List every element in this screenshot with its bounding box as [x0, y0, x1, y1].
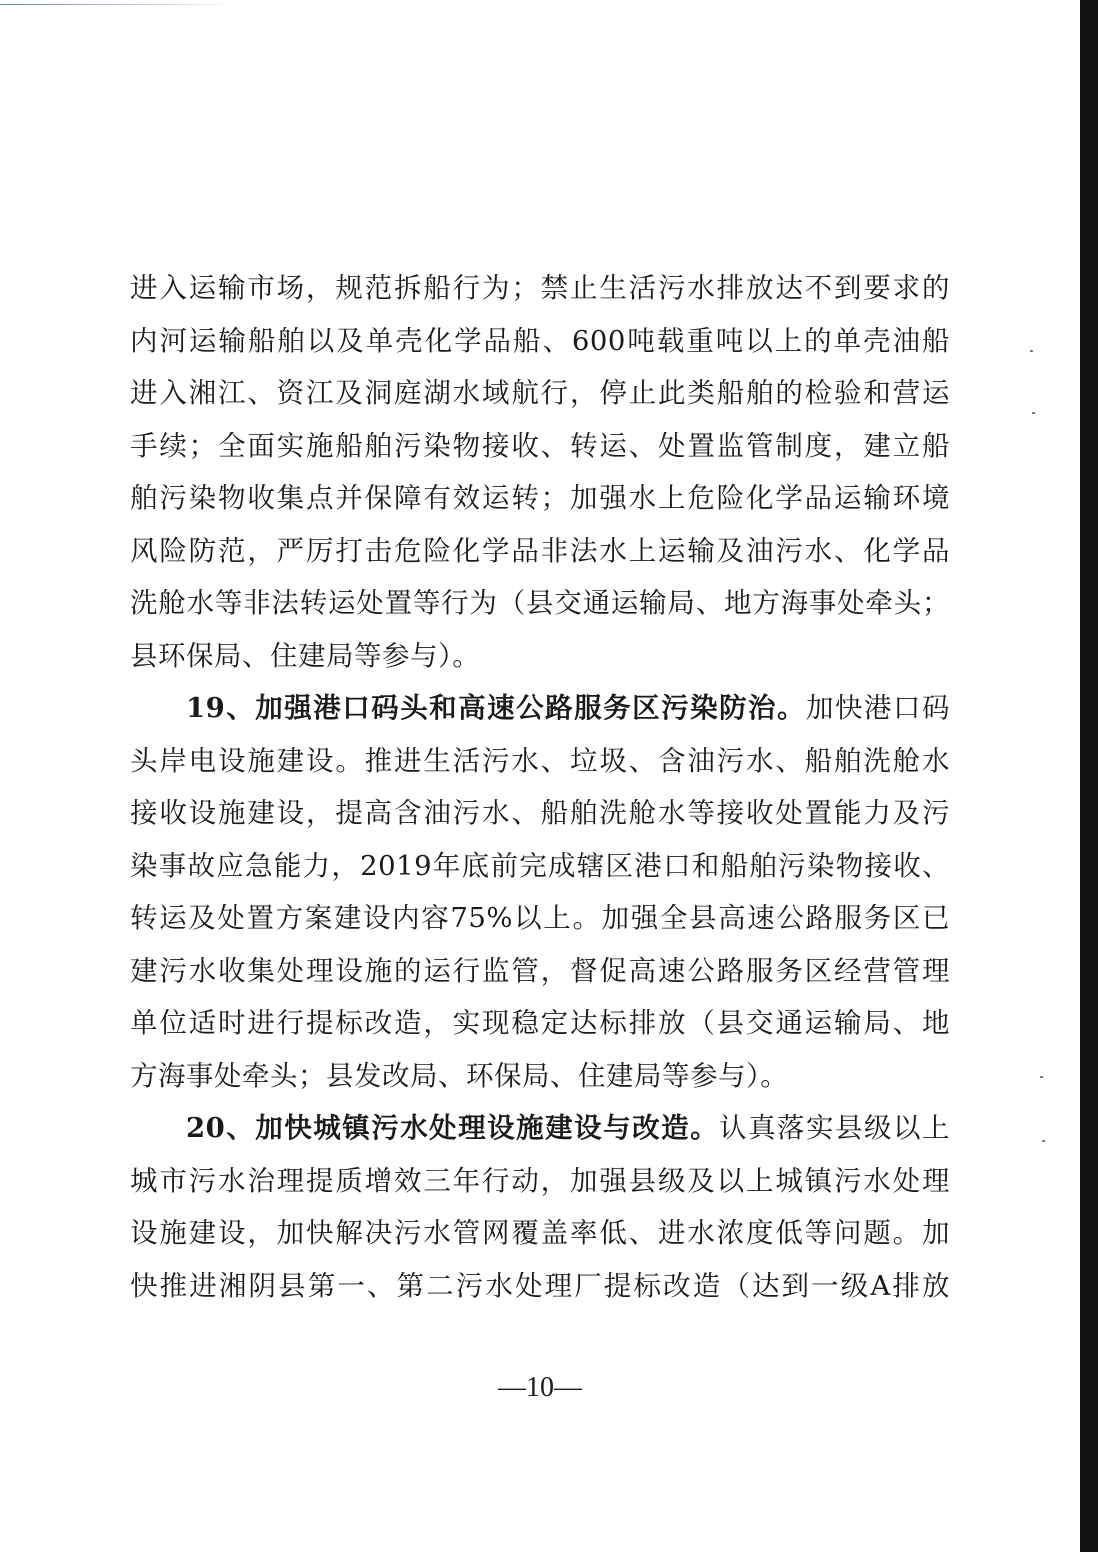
scan-speck [1042, 1140, 1045, 1142]
scan-speck [1032, 412, 1035, 414]
text-line: 建污水收集处理设施的运行监管，督促高速公路服务区经营管理 [130, 954, 950, 987]
paragraph-20-lead: 认真落实县级以上 [719, 1112, 950, 1144]
text-line: 进入湘江、资江及洞庭湖水域航行，停止此类船舶的检验和营运 [130, 377, 950, 409]
text-line: 洗舱水等非法转运处置等行为（县交通运输局、地方海事处牵头； [130, 587, 950, 619]
paragraph-19-first-line [130, 682, 950, 735]
text-line: 设施建设，加快解决污水管网覆盖率低、进水浓度低等问题。加 [130, 1217, 950, 1249]
text-line: 转运及处置方案建设内容75%以上。加强全县高速公路服务区已 [130, 902, 950, 934]
text-line: 舶污染物收集点并保障有效运转；加强水上危险化学品运输环境 [130, 482, 950, 514]
text-line: 单位适时进行提标改造，实现稳定达标排放（县交通运输局、地 [130, 1007, 950, 1039]
scan-speck [1030, 350, 1033, 352]
text-line: 快推进湘阴县第一、第二污水处理厂提标改造（达到一级A排放 [130, 1269, 950, 1302]
text-line: 头岸电设施建设。推进生活污水、垃圾、含油污水、船舶洗舱水 [130, 744, 950, 777]
scan-artifact-right-edge [1080, 0, 1098, 1552]
text-line: 县环保局、住建局等参与）。 [130, 639, 481, 672]
text-line: 手续；全面实施船舶污染物接收、转运、处置监管制度，建立船 [130, 429, 950, 462]
paragraph-19-heading: 19、加强港口码头和高速公路服务区污染防治。 [186, 692, 807, 724]
paragraph-19-lead: 加快港口码 [806, 692, 950, 724]
document-body [130, 262, 950, 1312]
text-line: 内河运输船舶以及单壳化学品船、600吨载重吨以上的单壳油船 [130, 324, 950, 357]
text-line: 染事故应急能力，2019年底前完成辖区港口和船舶污染物接收、 [130, 849, 950, 882]
paragraph-20-first-line [130, 1102, 950, 1155]
scan-speck [1040, 1076, 1043, 1078]
text-line: 城市污水治理提质增效三年行动，加强县级及以上城镇污水处理 [130, 1164, 950, 1197]
paragraph-20-heading: 20、加快城镇污水处理设施建设与改造。 [186, 1112, 720, 1144]
text-line: 进入运输市场，规范拆船行为；禁止生活污水排放达不到要求的 [130, 272, 950, 304]
text-line: 风险防范，严厉打击危险化学品非法水上运输及油污水、化学品 [130, 534, 950, 567]
text-line: 接收设施建设，提高含油污水、船舶洗舱水等接收处置能力及污 [130, 797, 950, 829]
page-number: —10— [498, 1372, 582, 1403]
text-line: 方海事处牵头；县发改局、环保局、住建局等参与）。 [130, 1059, 789, 1092]
scan-artifact-top-line [0, 4, 240, 5]
